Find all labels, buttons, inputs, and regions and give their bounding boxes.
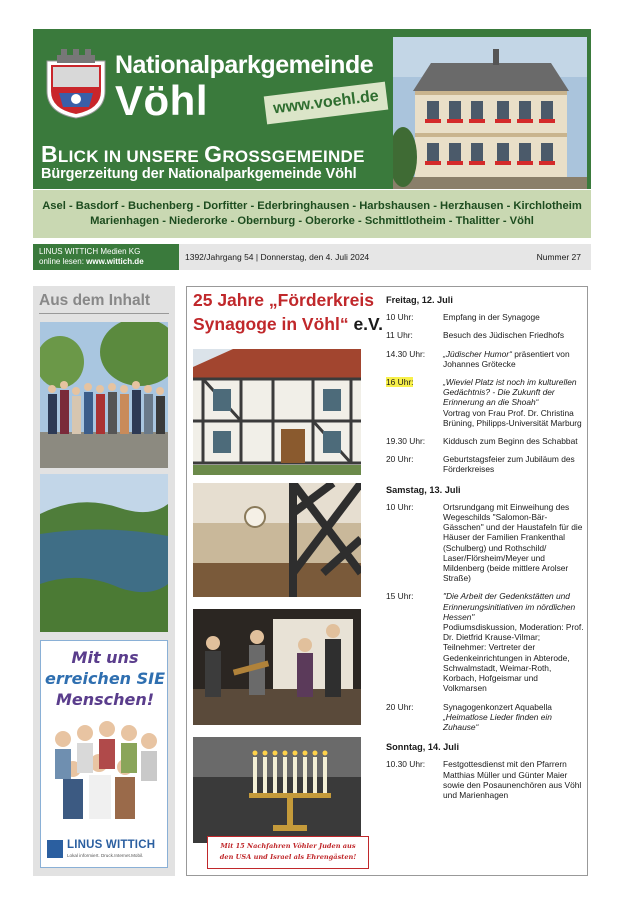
schedule-entry (386, 454, 584, 474)
entry-text: Ortsrundgang mit Einweihung des Wegeschilds "Salomon-Bär-Gässchen" und der Haustafeln für die Häuser der Familien Frankenthal (Schulberg) und Rothschild/ Laser/Flörsheim/Meyer und Mildenberg (beide mittlere Arolser Straße) (443, 501, 583, 584)
districts-list (33, 190, 591, 238)
ad-tagline: Lokal informiert. Druck.Internet.Mobil. (67, 853, 144, 858)
entry-time: 10 Uhr: (386, 501, 414, 512)
advertisement-box[interactable] (40, 640, 168, 868)
website-link[interactable]: www.voehl.de (264, 82, 389, 125)
day-heading: Freitag, 12. Juli (386, 295, 453, 305)
masthead-title-line1: Nationalparkgemeinde (115, 51, 374, 79)
lake-landscape-photo (40, 474, 168, 632)
ad-slogan-line3: Menschen! (55, 690, 155, 709)
ad-brand: LINUS WITTICH (67, 839, 156, 851)
entry-text: „Wieviel Platz ist noch im kulturellen Gedächtnis? - Die Zukunft der Erinnerung an die Shoah“ Vortrag von Frau Prof. Dr. Christina Brüning, Philipps-Universität Marburg (443, 377, 582, 428)
masthead-title-line2: Vöhl (115, 77, 208, 124)
schedule-entry (386, 702, 584, 733)
ad-slogan-line2: erreichen SIE (44, 669, 166, 688)
schedule-entry (386, 330, 584, 340)
synagogue-interior-photo (193, 483, 361, 597)
entry-time: 19.30 Uhr: (386, 436, 426, 447)
entry-text: Besuch des Jüdischen Friedhofs (443, 330, 565, 341)
contents-title: Aus dem Inhalt (39, 292, 169, 314)
schedule-day-friday (386, 295, 584, 475)
linus-wittich-logo (45, 837, 165, 863)
districts-line2: Marienhagen - Niederorke - Obernburg - Oberorke - Schmittlotheim - Thalitter - Vöhl (90, 215, 534, 227)
event-schedule (386, 295, 584, 810)
entry-time: 20 Uhr: (386, 454, 414, 465)
happy-people-photo (43, 715, 165, 833)
schedule-entry (386, 436, 584, 446)
photo-caption (207, 836, 369, 869)
issue-date: 1392/Jahrgang 54 | Donnerstag, den 4. Juli 2024 (185, 252, 370, 262)
entry-time: 20 Uhr: (386, 701, 414, 712)
schedule-entry (386, 759, 584, 800)
schedule-entry (386, 502, 584, 584)
ad-slogan (41, 647, 169, 710)
entry-time: 10 Uhr: (386, 312, 414, 323)
masthead-subtitle: Bürgerzeitung der Nationalparkgemeinde Vöhl (41, 166, 357, 182)
publisher-box (33, 244, 179, 270)
ad-slogan-line1: Mit uns (71, 648, 139, 667)
entry-text: Geburtstagsfeier zum Jubiläum des Förderkreises (443, 454, 575, 475)
town-hall-photo (393, 37, 587, 189)
entry-time: 15 Uhr: (386, 591, 414, 602)
entry-text: Empfang in der Synagoge (443, 312, 540, 323)
schedule-day-sunday (386, 742, 584, 800)
contents-sidebar (33, 286, 175, 876)
schedule-entry (386, 591, 584, 693)
article-heading-line1: 25 Jahre „Förderkreis (193, 290, 374, 310)
linus-wittich-logo-icon (47, 840, 63, 858)
day-heading: Sonntag, 14. Juli (386, 742, 460, 753)
online-url-link[interactable]: www.wittich.de (86, 257, 144, 266)
caption-line2: den USA und Israel als Ehrengästen! (219, 853, 357, 861)
group-photo (40, 322, 168, 468)
schedule-entry (386, 349, 584, 369)
entry-time: 10.30 Uhr: (386, 759, 426, 770)
day-heading: Samstag, 13. Juli (386, 484, 461, 495)
schedule-day-saturday (386, 485, 584, 732)
entry-text: „Jüdischer Humor“ präsentiert von Johannes Grötecke (443, 348, 570, 369)
issue-number: Nummer 27 (536, 252, 581, 262)
article-heading-line2: Synagoge in Vöhl“ e.V. (193, 314, 383, 334)
article-box (186, 286, 588, 876)
band-concert-photo (193, 609, 361, 725)
entry-text: Synagogenkonzert Aquabella „Heimatlose Lieder finden ein Zuhause“ (443, 701, 552, 732)
masthead (33, 29, 591, 189)
coat-of-arms-icon (45, 47, 107, 119)
schedule-entry-highlighted (386, 377, 584, 428)
entry-time-highlighted: 16 Uhr: (386, 377, 414, 388)
menorah-photo (193, 737, 361, 843)
issue-info-bar (33, 244, 591, 270)
districts-line1: Asel - Basdorf - Buchenberg - Dorfitter - Ederbringhausen - Harbshausen - Herzhausen - Kirchlotheim (42, 200, 582, 212)
heading-suffix: e.V. (348, 314, 383, 334)
publisher-name: LINUS WITTICH Medien KG (39, 247, 141, 256)
entry-time: 14.30 Uhr: (386, 348, 426, 359)
entry-text: "Die Arbeit der Gedenkstätten und Erinnerungsinitiativen im nördlichen Hessen" Podiumsdiskussion, Moderation: Prof. Dr. Dietfrid Krause-Vilmar; Teilnehmer: Vertreter der Gedenkeinrichtungen in Abterode, Schwalmstadt, Weimar-Roth, Korbach, Hofgeismar und Volkmarsen (443, 591, 584, 694)
caption-line1: Mit 15 Nachfahren Vöhler Juden aus (220, 842, 356, 850)
schedule-entry (386, 312, 584, 322)
entry-text: Festgottesdienst mit den Pfarrern Matthias Müller und Günter Maier sowie den Posaunenchören aus Vöhl und Marienhagen (443, 759, 582, 800)
section-banner: BLICK IN UNSERE GROSSGEMEINDE (41, 141, 365, 167)
entry-text: Kiddusch zum Beginn des Schabbat (443, 436, 578, 447)
entry-time: 11 Uhr: (386, 330, 413, 341)
synagogue-exterior-photo (193, 349, 361, 475)
online-label: online lesen: (39, 257, 84, 266)
